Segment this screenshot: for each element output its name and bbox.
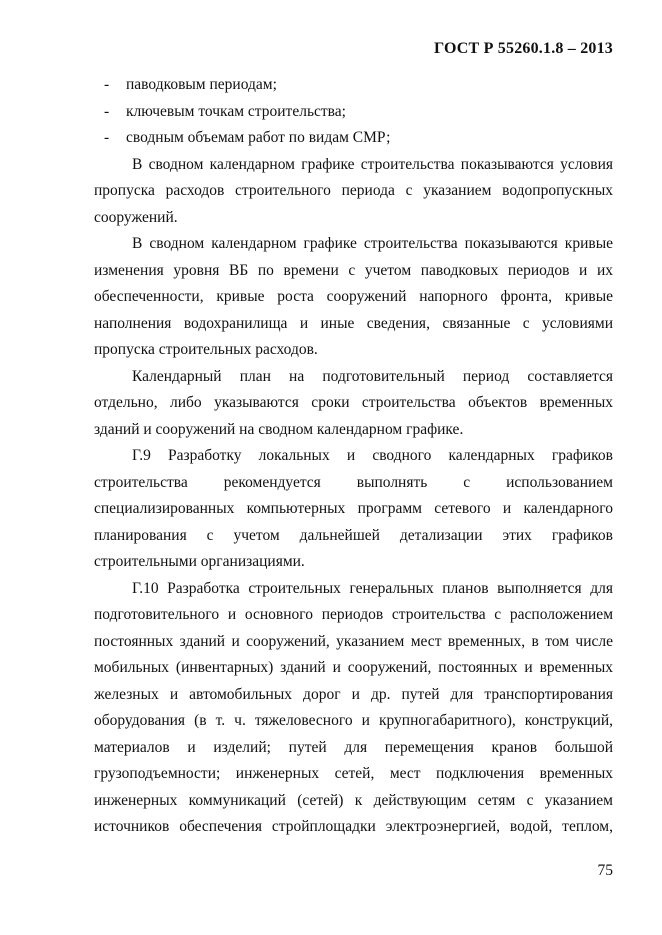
paragraph-line: Г.9 Разработку локальных и сводного календарных графиков (132, 447, 613, 464)
paragraph-line: источников обеспечения стройплощадки электроэнергией, водой, теплом, (94, 818, 613, 835)
paragraph-line: мобильных (инвентарных) зданий и сооружений, постоянных и временных (94, 659, 613, 676)
paragraph-line: обеспеченности, кривые роста сооружений напорного фронта, кривые (94, 288, 613, 305)
paragraph-line: постоянных зданий и сооружений, указанием мест временных, в том числе (94, 632, 613, 650)
paragraph-line: планирования с учетом дальнейшей детализации этих графиков (94, 526, 613, 544)
bullet-item (94, 99, 613, 126)
paragraph-list (94, 152, 613, 841)
paragraph (94, 152, 613, 232)
bullet-item (94, 125, 613, 152)
bullet-text: сводным объемам работ по видам СМР; (126, 129, 391, 146)
paragraph (94, 231, 613, 364)
paragraph-line: инженерных коммуникаций (сетей) к действующим сетям с указанием (94, 791, 613, 809)
paragraph (94, 576, 613, 841)
bullet-text: ключевым точкам строительства; (126, 102, 346, 120)
paragraph-line: В сводном календарном графике строительства показываются кривые (132, 235, 613, 252)
bullet-dash: - (104, 76, 110, 93)
paragraph (94, 364, 613, 444)
bullet-item (94, 72, 613, 99)
paragraph-line: железных и автомобильных дорог и др. путей для транспортирования (94, 685, 613, 703)
paragraph-line: материалов и изделий; путей для перемещения кранов большой (94, 738, 613, 756)
paragraph-line: наполнения водохранилища и иные сведения, связанные с условиями (94, 314, 613, 332)
paragraph-line: оборудования (в т. ч. тяжеловесного и крупногабаритного), конструкций, (94, 712, 613, 729)
bullet-list (94, 72, 613, 152)
paragraph-line: строительными организациями. (94, 553, 305, 570)
document-header: ГОСТ Р 55260.1.8 – 2013 (433, 40, 613, 57)
paragraph-line: подготовительного и основного периодов строительства с расположением (94, 606, 613, 623)
paragraph-line: отдельно, либо указываются сроки строительства объектов временных (94, 394, 613, 411)
page-number: 75 (597, 862, 613, 879)
bullet-dash: - (104, 102, 110, 120)
paragraph (94, 443, 613, 576)
bullet-text: паводковым периодам; (126, 76, 277, 93)
bullet-dash: - (104, 129, 110, 146)
paragraph-line: строительства рекомендуется выполнять с использованием (94, 473, 613, 491)
document-body (94, 72, 613, 841)
paragraph-line: В сводном календарном графике строительства показываются условия (132, 155, 613, 173)
paragraph-line: специализированных компьютерных программ сетевого и календарного (94, 500, 613, 517)
paragraph-line: пропуска расходов строительного периода с указанием водопропускных (94, 182, 613, 199)
paragraph-line: сооружений. (94, 208, 178, 226)
paragraph-line: Г.10 Разработка строительных генеральных планов выполняется для (132, 579, 613, 597)
paragraph-line: изменения уровня ВБ по времени с учетом паводковых периодов и их (94, 261, 613, 279)
paragraph-line: грузоподъемности; инженерных сетей, мест подключения временных (94, 765, 613, 782)
paragraph-line: зданий и сооружений на сводном календарном графике. (94, 420, 464, 438)
paragraph-line: пропуска строительных расходов. (94, 341, 318, 358)
paragraph-line: Календарный план на подготовительный период составляется (132, 367, 613, 385)
